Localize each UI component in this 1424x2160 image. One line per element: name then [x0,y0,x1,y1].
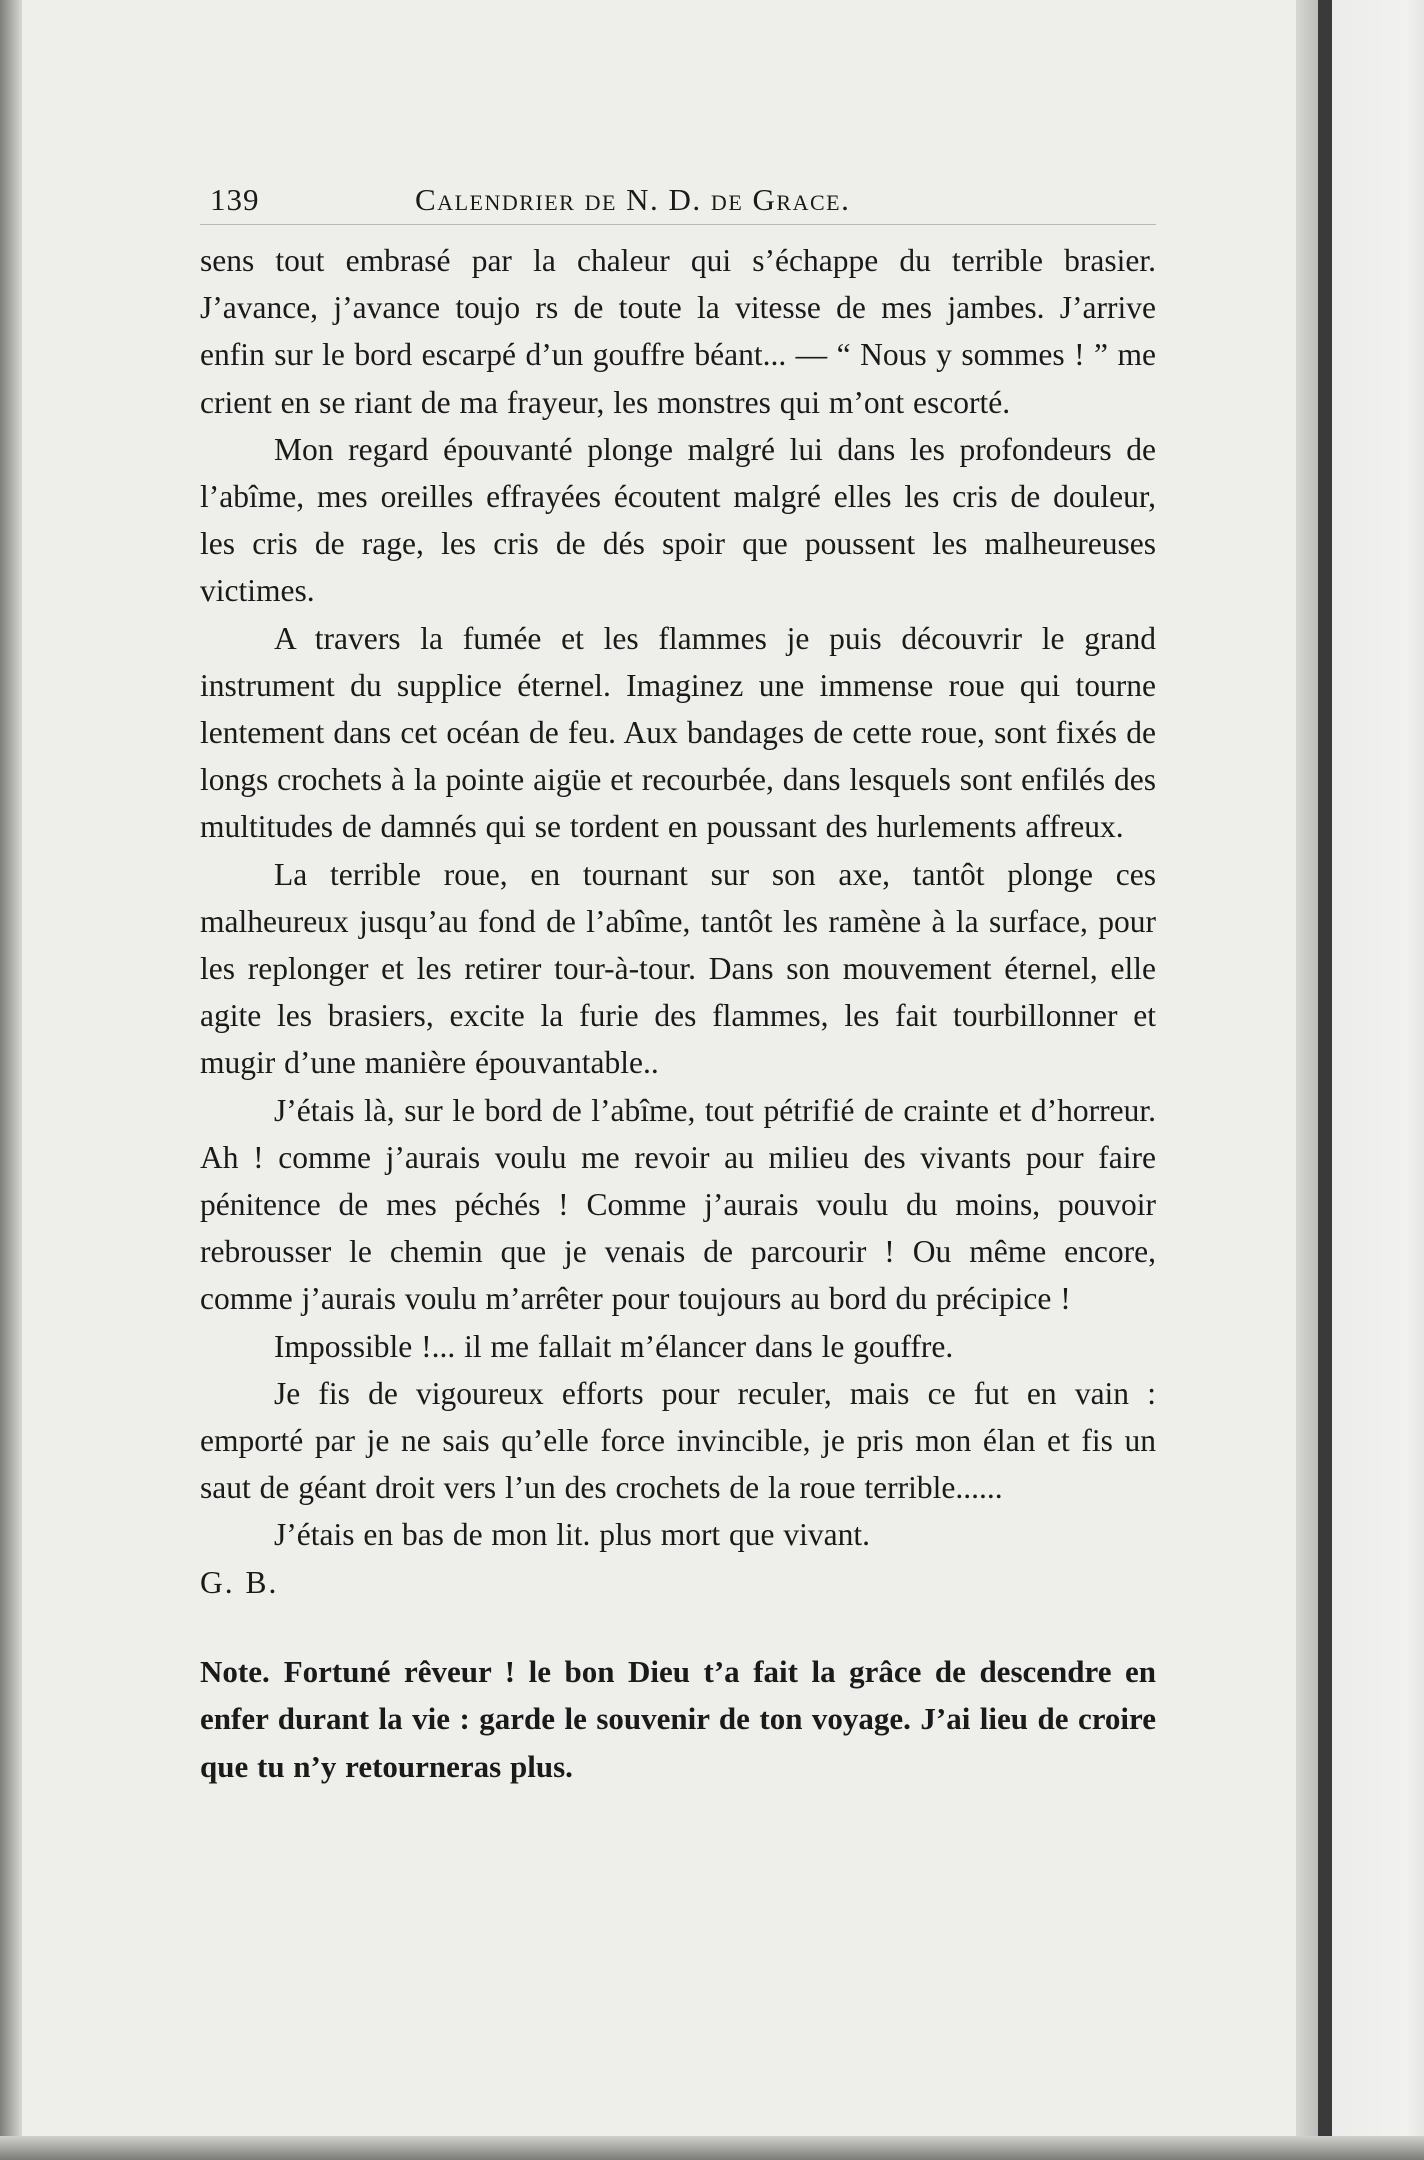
paragraph-7: Je fis de vigoureux efforts pour reculer, mais ce fut en vain : emporté par je ne sais qu’elle force invincible, je pris mon élan et fis un saut de géant droit vers l’un des crochets de la roue terrible...... [200,1375,1156,1506]
binding-shadow [0,0,22,2160]
page-edge-gap [1318,0,1332,2160]
page-number: 139 [210,182,260,217]
bottom-shadow [0,2136,1424,2160]
paragraph-5: J’étais là, sur le bord de l’abîme, tout pétrifié de crainte et d’horreur. Ah ! comme j’aurais voulu me revoir au milieu des vivants pour faire pénitence de mes péchés ! Comme j’aurais voulu du moins, pouvoir rebrousser le chemin que je venais de parcourir ! Ou même encore, comme j’aurais voulu m’arrêter pour toujours au bord du précipice ! [200,1092,1156,1317]
paragraph-1: sens tout embrasé par la chaleur qui s’échappe du terrible brasier. J’avance, j’avance toujo rs de toute la vitesse de mes jambes. J’arrive enfin sur le bord escarpé d’un gouffre béant... — “ Nous y sommes ! ” me crient en se riant de ma frayeur, les monstres qui m’ont escorté. [200,243,1156,420]
page-header [200,160,1156,225]
signature: G. B. [200,1564,279,1600]
note-text: Fortuné rêveur ! le bon Dieu t’a fait la grâce de descendre en enfer durant la vie : garde le souvenir de ton voyage. J’ai lieu de croire que tu n’y retourneras plus. [200,1653,1156,1784]
paragraph-6: Impossible !... il me fallait m’élancer dans le gouffre. [274,1328,954,1364]
paragraph-8: J’étais en bas de mon lit. plus mort que vivant. [274,1517,871,1553]
paragraph-3: A travers la fumée et les flammes je puis découvrir le grand instrument du supplice éternel. Imaginez une immense roue qui tourne lentement dans cet océan de feu. Aux bandages de cette roue, sont fixés de longs crochets à la pointe aigüe et recourbée, dans lesquels sont enfilés des multitudes de damnés qui se tordent en poussant des hurlements affreux. [200,620,1156,845]
note [200,1648,1156,1791]
page-edge [1296,0,1424,2160]
note-label: Note. [200,1653,270,1689]
paragraph-2: Mon regard épouvanté plonge malgré lui dans les profondeurs de l’abîme, mes oreilles effrayées écoutent malgré elles les cris de douleur, les cris de rage, les cris de dés spoir que poussent les malheureuses victimes. [200,431,1156,609]
text-block [200,160,1156,1790]
paragraph-4: La terrible roue, en tournant sur son axe, tantôt plonge ces malheureux jusqu’au fond de l’abîme, tantôt les ramène à la surface, pour les replonger et les retirer tour-à-tour. Dans son mouvement éternel, elle agite les brasiers, excite la furie des flammes, les fait tourbillonner et mugir d’une manière épouvantable.. [200,856,1156,1081]
running-title: Calendrier de N. D. de Grace. [415,182,851,217]
